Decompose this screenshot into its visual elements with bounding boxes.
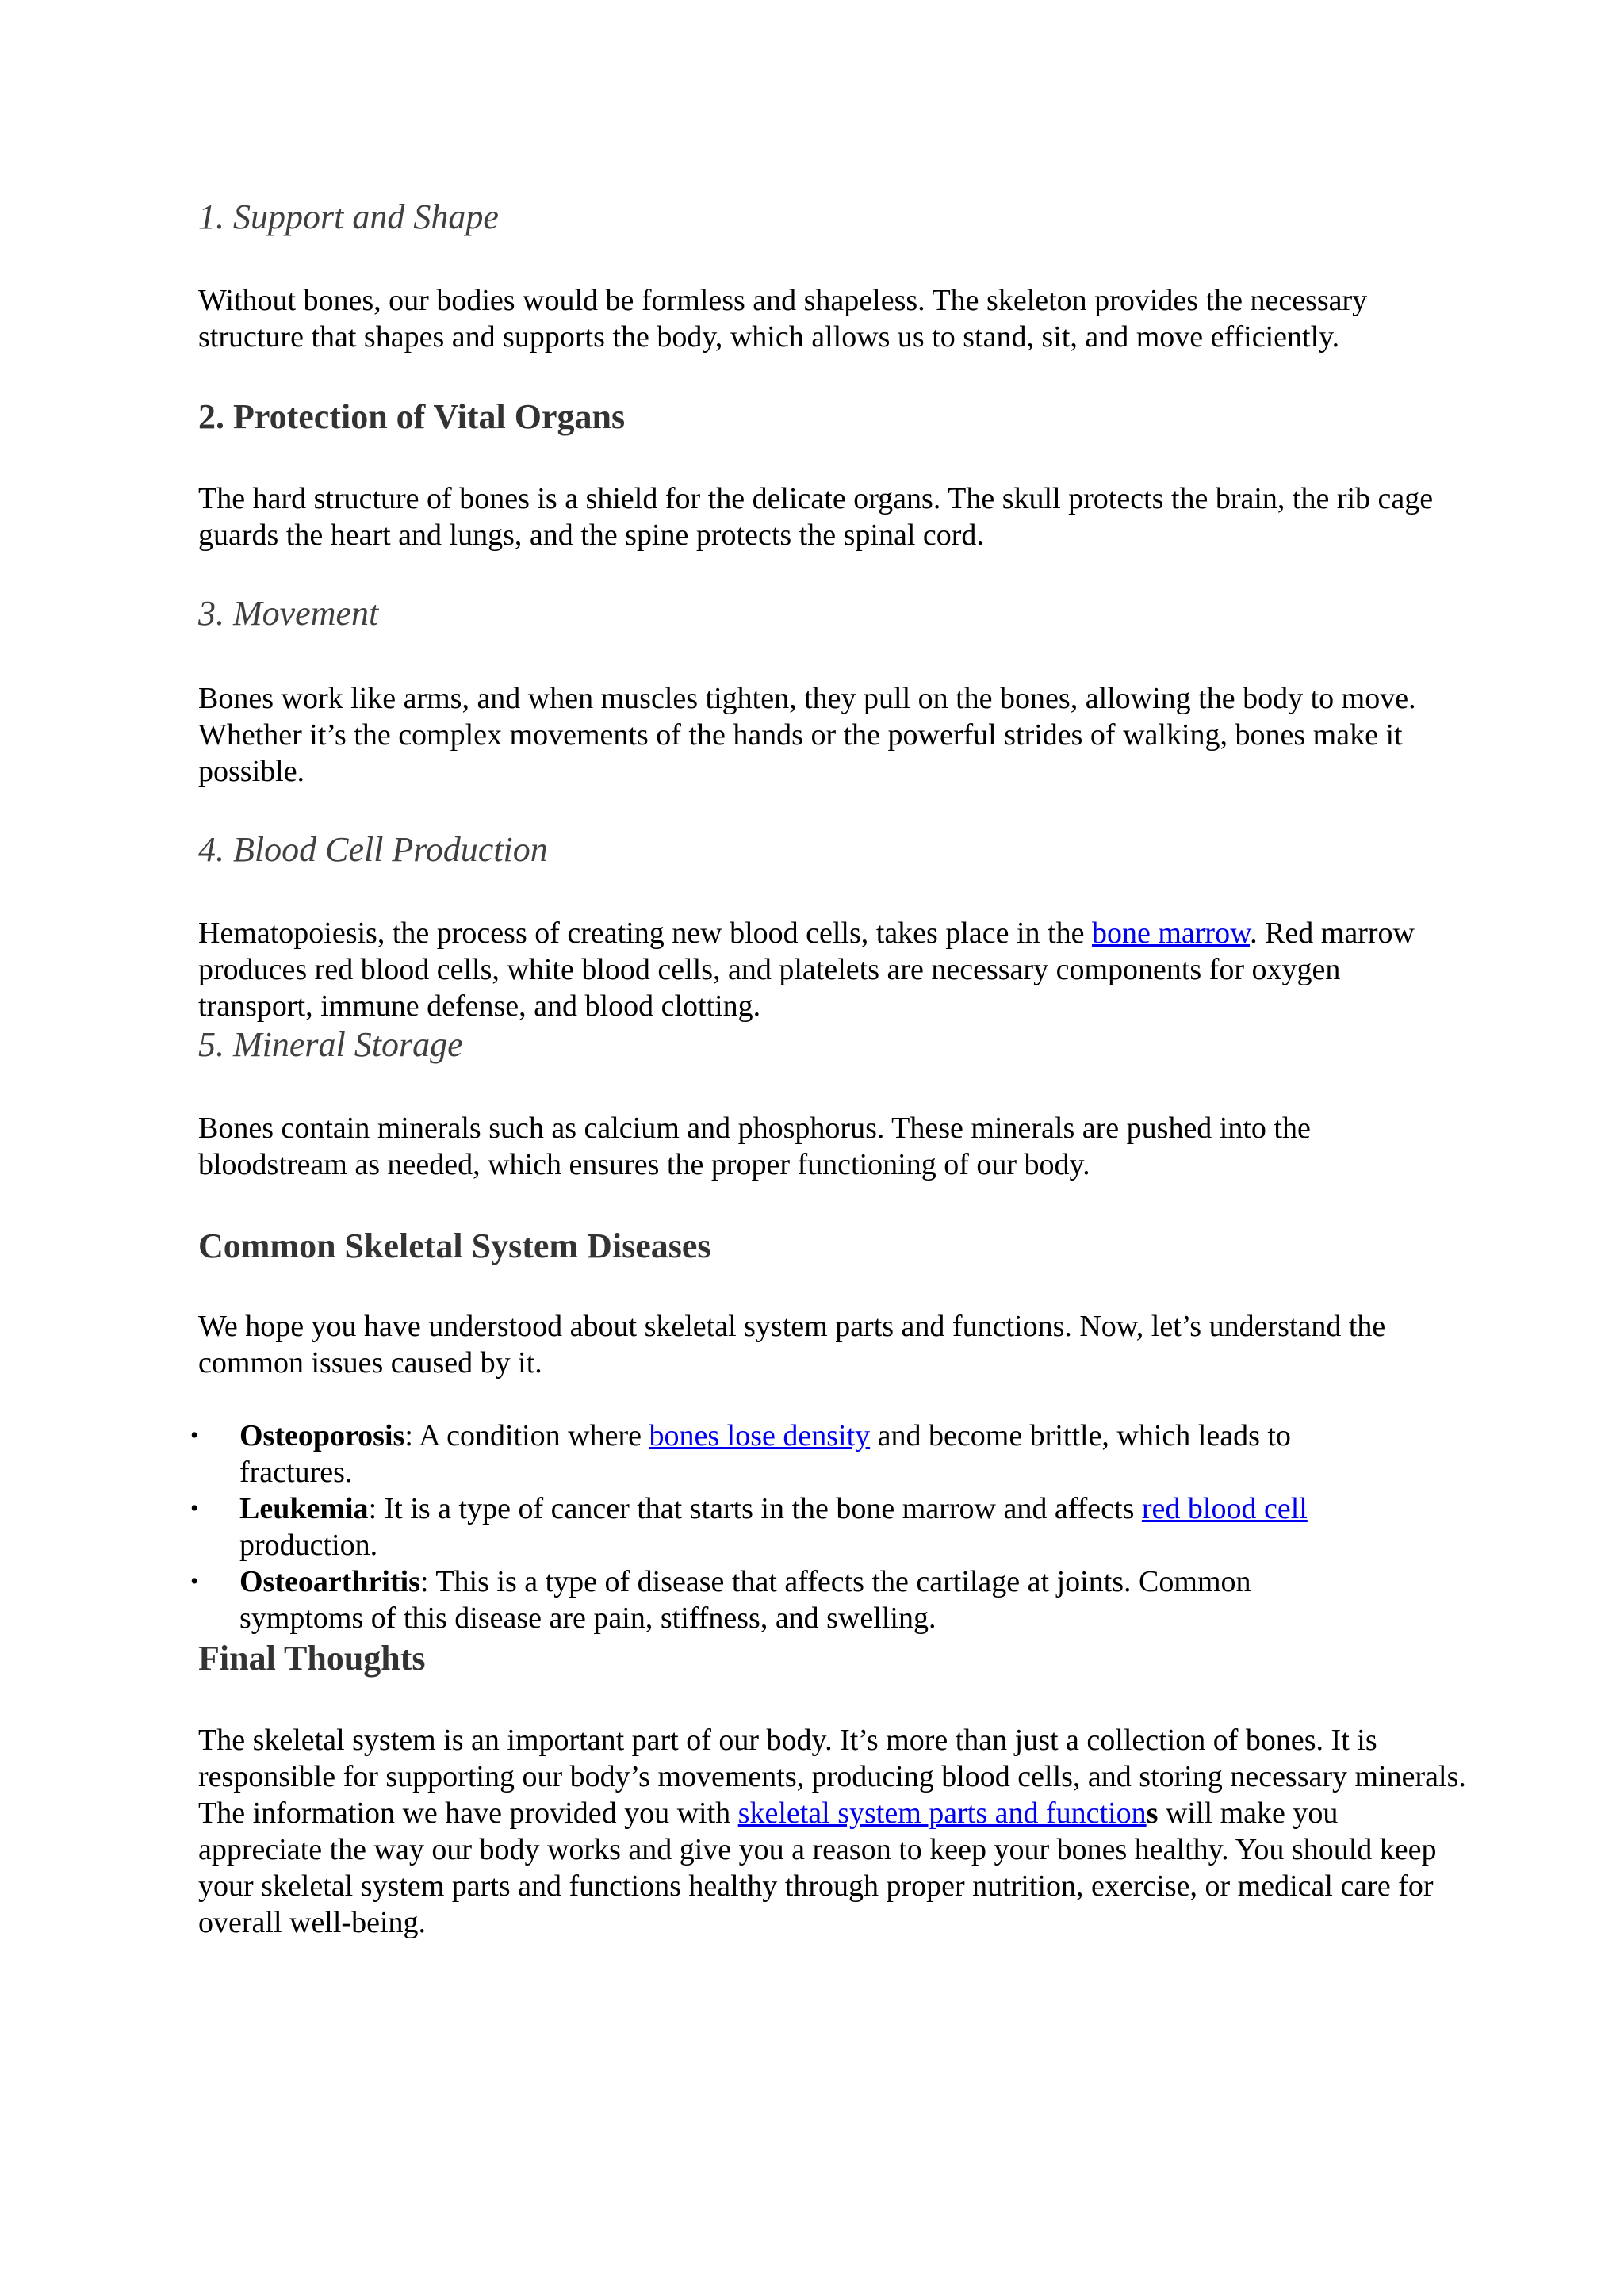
disease-text: : A condition where [404,1419,649,1452]
paragraph-blood-cell-production [198,915,1451,1024]
red-blood-cell-link[interactable]: red blood cell [1141,1492,1308,1525]
bullet-icon: • [190,1568,199,1594]
heading-movement: 3. Movement [198,594,379,633]
disease-term: Osteoarthritis [239,1565,420,1598]
heading-mineral-storage: 5. Mineral Storage [198,1025,463,1064]
diseases-list [190,1418,1348,1636]
heading-support-and-shape: 1. Support and Shape [198,197,499,236]
bullet-icon: • [190,1422,199,1448]
paragraph-text: . Red marrow produces red blood cells, white blood cells, and platelets are necessary components for oxygen transport, immune defense, and blood clotting. [198,916,1415,1023]
disease-term: Leukemia [239,1492,369,1525]
heading-protection-of-vital-organs: 2. Protection of Vital Organs [198,397,626,436]
skeletal-system-parts-link[interactable]: skeletal system parts and function [737,1797,1147,1830]
bones-lose-density-link[interactable]: bones lose density [649,1419,871,1452]
heading-blood-cell-production: 4. Blood Cell Production [198,830,548,869]
paragraph-text: will make you appreciate the way our body works and give you a reason to keep your bones healthy. You should keep your skeletal system parts and functions healthy through proper nutrition, exercise, or medical care for overall well-being. [198,1797,1437,1939]
heading-final-thoughts: Final Thoughts [198,1639,426,1678]
bone-marrow-link[interactable]: bone marrow [1091,916,1251,950]
link-suffix: s [1146,1797,1159,1830]
paragraph-support-and-shape: Without bones, our bodies would be formless and shapeless. The skeleton provides the necessary structure that shapes and supports the body, which allows us to stand, sit, and move efficiently. [198,284,1368,354]
paragraph-mineral-storage: Bones contain minerals such as calcium and phosphorus. These minerals are pushed into the bloodstream as needed, which ensures the proper functioning of our body. [198,1112,1311,1181]
paragraph-movement: Bones work like arms, and when muscles tighten, they pull on the bones, allowing the body to move. Whether it’s the complex movements of the hands or the powerful strides of walking, bones make it possible. [198,682,1416,788]
paragraph-diseases-intro: We hope you have understood about skeletal system parts and functions. Now, let’s understand the common issues caused by it. [198,1310,1386,1380]
paragraph-text: Hematopoiesis, the process of creating new blood cells, takes place in the [198,916,1092,950]
bullet-icon: • [190,1495,199,1521]
disease-text: and become brittle, which leads to fractures. [239,1419,1291,1489]
disease-text: : It is a type of cancer that starts in the bone marrow and affects [368,1492,1142,1525]
paragraph-protection-of-vital-organs: The hard structure of bones is a shield for the delicate organs. The skull protects the brain, the rib cage guards the heart and lungs, and the spine protects the spinal cord. [198,482,1434,552]
heading-common-skeletal-system-diseases: Common Skeletal System Diseases [198,1226,711,1265]
disease-term: Osteoporosis [239,1419,405,1452]
disease-text: : This is a type of disease that affects the cartilage at joints. Common symptoms of this disease are pain, stiffness, and swelling. [239,1565,1251,1635]
disease-text: production. [239,1529,378,1562]
list-item-leukemia [190,1490,1348,1563]
list-item-osteoporosis [190,1418,1348,1490]
paragraph-final-thoughts [198,1722,1467,1941]
list-item-osteoarthritis [190,1563,1348,1636]
paragraph-text: The skeletal system is an important part of our body. It’s more than just a collection of bones. It is responsible for supporting our body’s movements, producing blood cells, and storing necessary minerals. The information we have provided you with [198,1724,1466,1830]
